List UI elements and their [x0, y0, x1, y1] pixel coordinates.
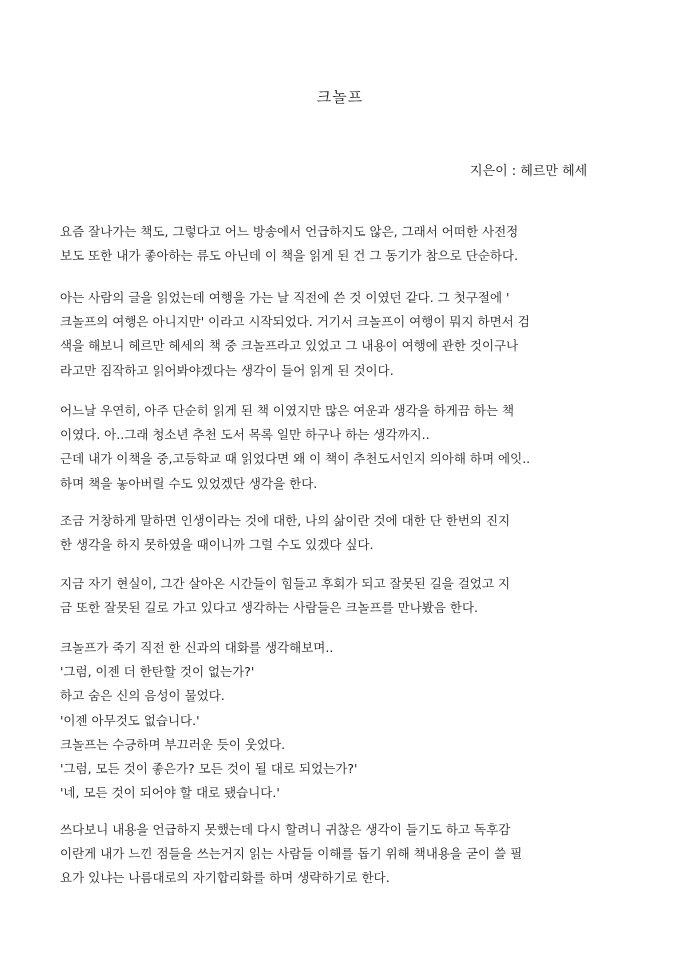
paragraph [60, 286, 630, 383]
paragraph-line: 어느날 우연히, 아주 단순히 읽게 된 책 이였지만 많은 여운과 생각을 하게끔 하는 책 [60, 403, 515, 418]
paragraph-line: 요가 있냐는 나름대로의 자기합리화를 하며 생략하기로 한다. [60, 870, 390, 886]
paragraph-line: 하고 숨은 신의 음성이 물었다. [60, 688, 225, 704]
paragraph-line: 지금 자기 현실이, 그간 살아온 시간들이 힘들고 후회가 되고 잘못된 길을 걸었고 지 [60, 576, 511, 591]
paragraph-line: 이란게 내가 느낀 점들을 쓰는거지 읽는 사람들 이해를 돕기 위해 책내용을 굳이 쓸 필 [60, 846, 523, 862]
paragraph-line: 아는 사람의 글을 읽었는데 여행을 가는 날 직전에 쓴 것 이였던 같다. 그 첫구절에 ' [60, 290, 510, 305]
paragraph [60, 572, 630, 620]
paragraph-line: 금 또한 잘못된 길로 가고 있다고 생각하는 사람들은 크놀프를 만나봤음 한다. [60, 600, 479, 616]
paragraph-line: 요즘 잘나가는 책도, 그렇다고 어느 방송에서 언급하지도 않은, 그래서 어떠한 사전정 [60, 224, 519, 239]
paragraph-line: 크놀프는 수긍하며 부끄러운 듯이 웃었다. [60, 736, 286, 752]
paragraph-line: '그럼, 모든 것이 좋은가? 모든 것이 될 대로 되었는가?' [60, 760, 358, 776]
paragraph-line: 라고만 짐작하고 읽어봐야겠다는 생각이 들어 읽게 된 것이다. [60, 362, 394, 378]
author-line: 지은이 : 헤르만 헤세 [470, 164, 588, 179]
paragraph-line: 크놀프가 죽기 직전 한 신과의 대화를 생각해보며.. [60, 640, 334, 655]
paragraph-line: 색을 해보니 헤르만 헤세의 책 중 크놀프라고 있었고 그 내용이 여행에 관한 것이구나 [60, 338, 519, 354]
paragraph [60, 818, 630, 891]
paragraph-line: '그럼, 이젠 더 한탄할 것이 없는가?' [60, 664, 255, 680]
paragraph [60, 220, 630, 268]
paragraph-line: '네, 모든 것이 되어야 할 대로 됐습니다.' [60, 785, 280, 801]
paragraph-line: 근데 내가 이책을 중,고등학교 때 읽었다면 왜 이 책이 추천도서인지 의아해 하며 에잇.. [60, 451, 531, 467]
paragraph-line: '이젠 아무것도 없습니다.' [60, 712, 200, 728]
paragraph [60, 636, 630, 805]
paragraph-line: 쓰다보니 내용을 언급하지 못했는데 다시 할려니 귀찮은 생각이 들기도 하고 독후감 [60, 822, 511, 837]
paragraph-line: 하며 책을 놓아버릴 수도 있었겠단 생각을 한다. [60, 475, 318, 491]
paragraph [60, 399, 630, 496]
paragraph [60, 509, 630, 557]
paragraph-line: 크놀프의 여행은 아니지만' 이라고 시작되었다. 거기서 크놀프이 여행이 뭐지 하면서 검 [60, 314, 530, 330]
document-title: 크놀프 [316, 88, 364, 106]
paragraph-line: 한 생각을 하지 못하였을 때이니까 그럴 수도 있겠다 싶다. [60, 537, 374, 553]
paragraph-line: 보도 또한 내가 좋아하는 류도 아닌데 이 책을 읽게 된 건 그 동기가 참으로 단순하다. [60, 248, 519, 264]
paragraph-line: 이였다. 아..그래 청소년 추천 도서 목록 일만 하구나 하는 생각까지.. [60, 427, 430, 443]
paragraph-line: 조금 거창하게 말하면 인생이라는 것에 대한, 나의 삶이란 것에 대한 단 한번의 진지 [60, 513, 511, 528]
